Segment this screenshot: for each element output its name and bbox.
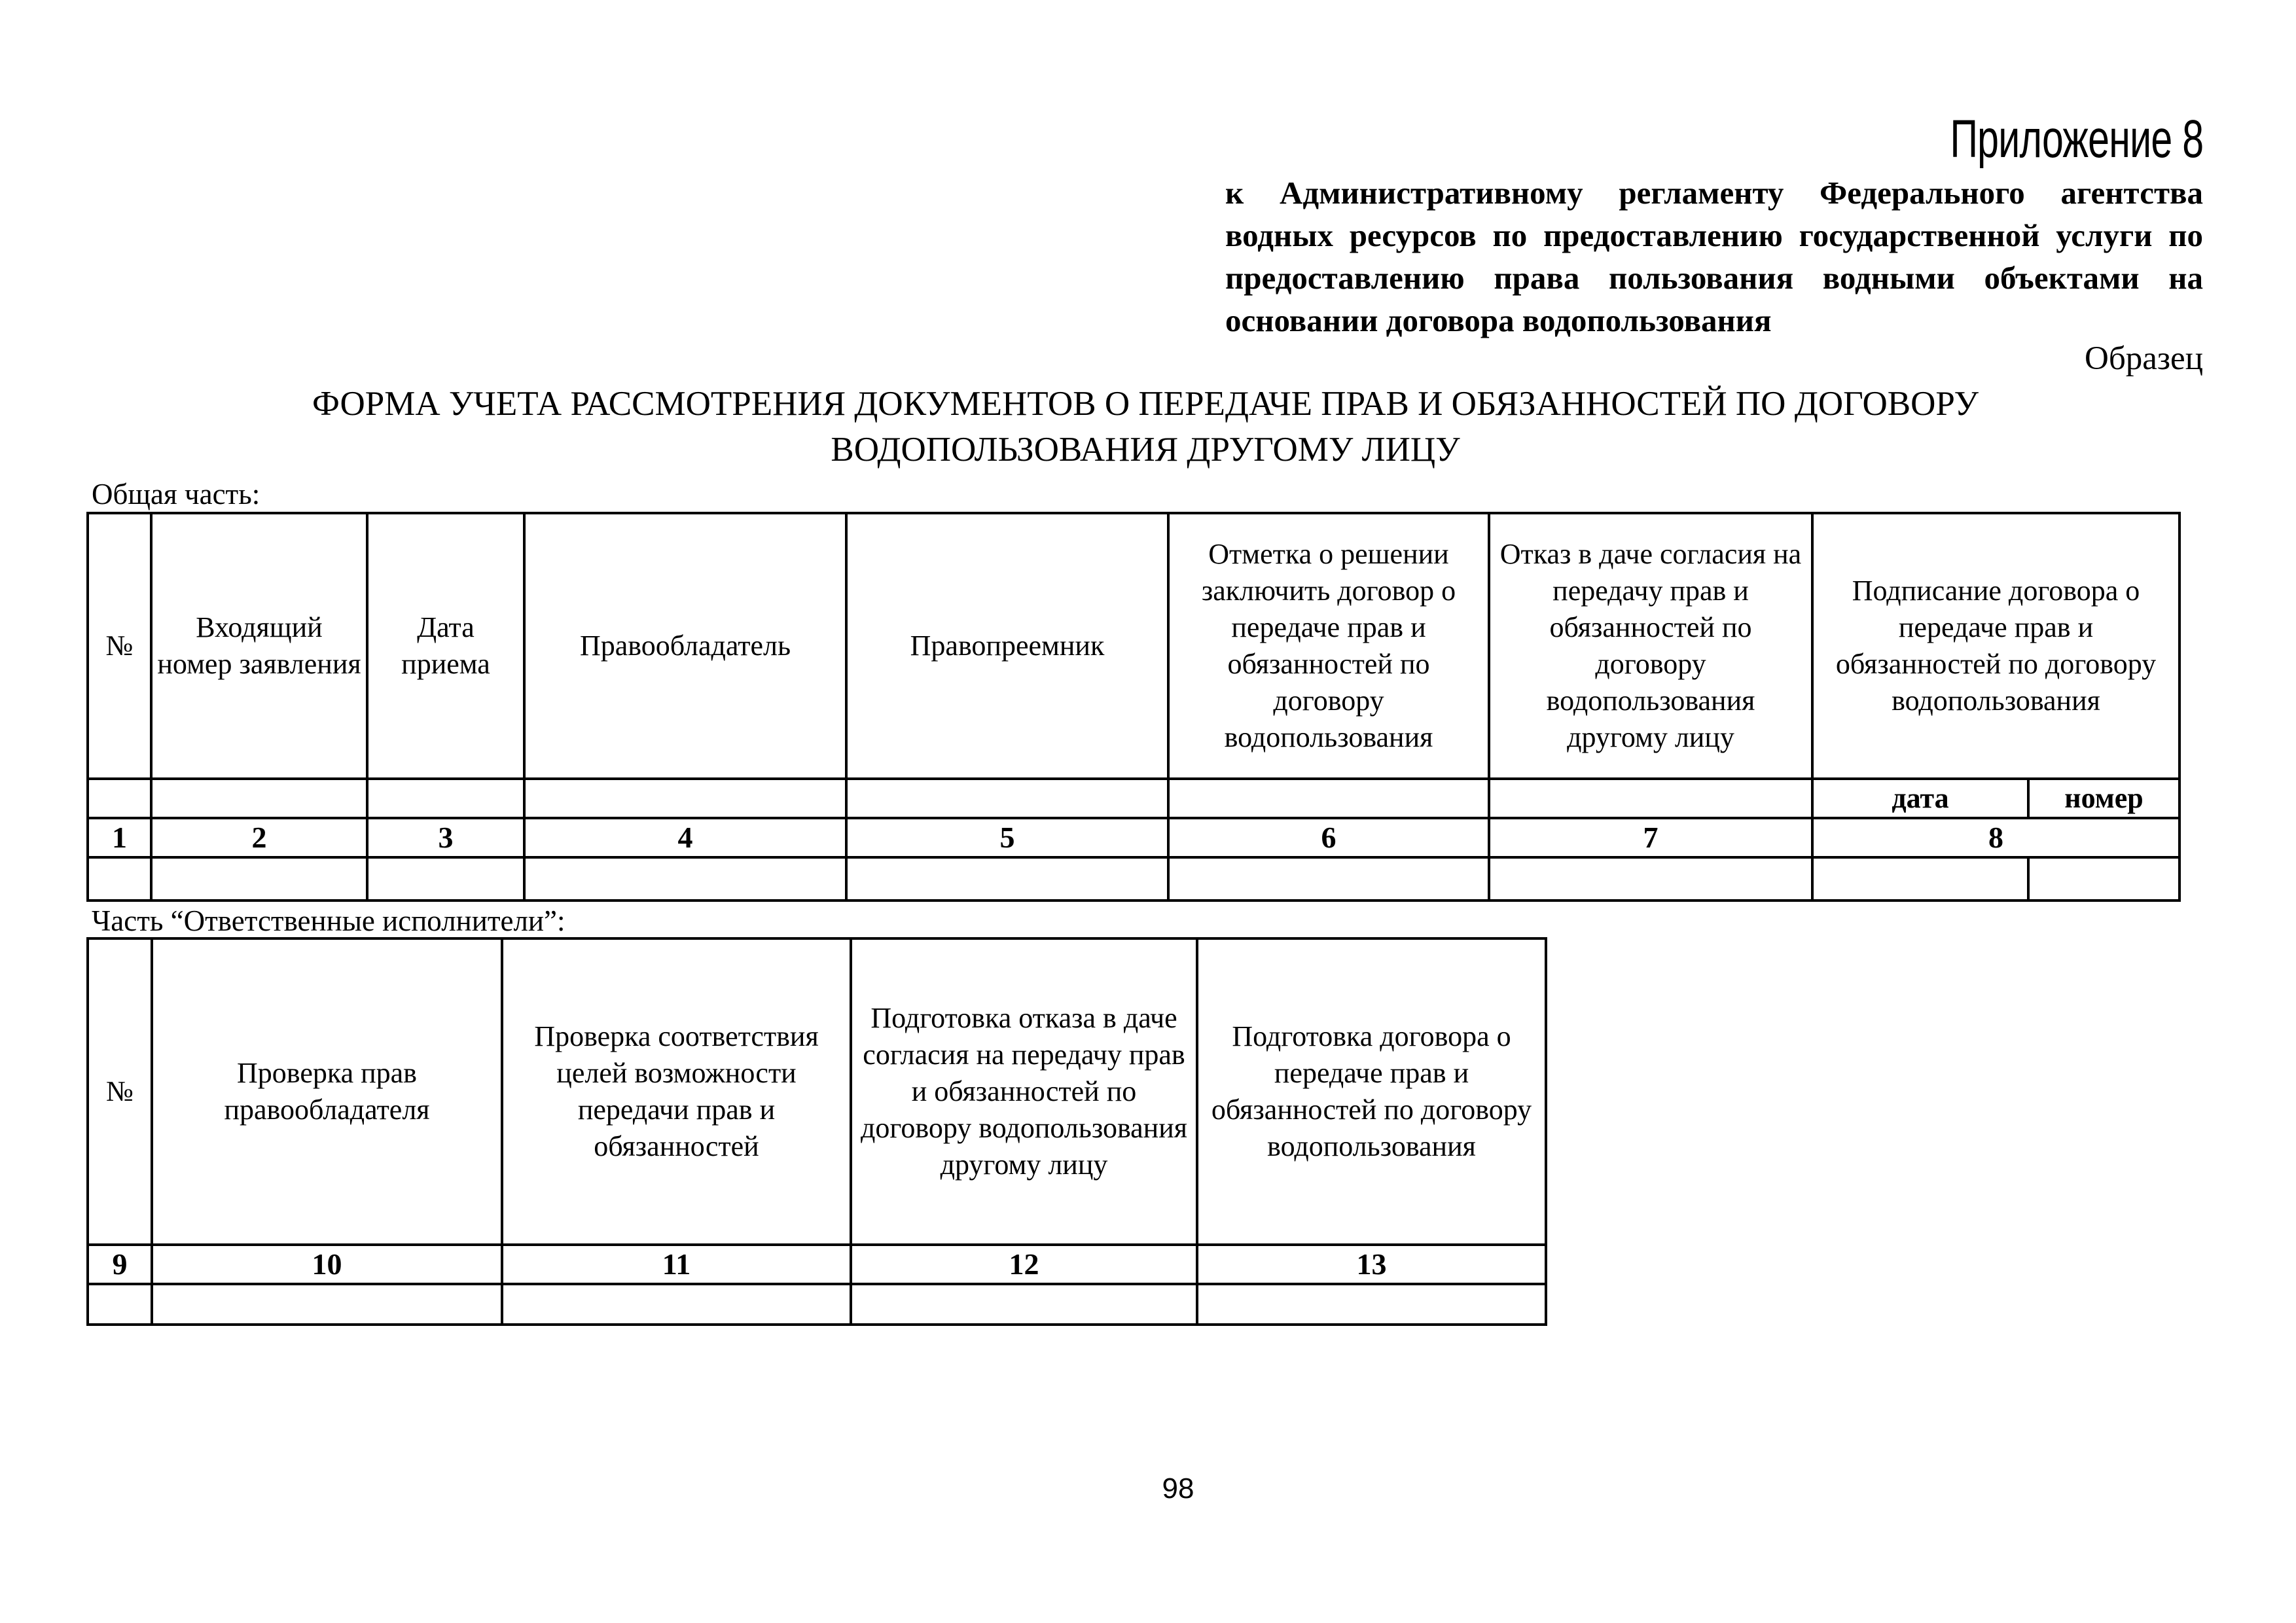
column-number-row	[88, 1245, 1546, 1284]
column-number: 9	[88, 1245, 152, 1284]
data-cell[interactable]	[851, 1284, 1197, 1325]
appendix-title: Приложение 8	[1950, 109, 2203, 169]
data-cell[interactable]	[151, 857, 367, 901]
header-signing: Подписание договора о передаче прав и обязанностей по договору водопользования	[1812, 513, 2179, 779]
data-cell[interactable]	[88, 857, 151, 901]
column-number: 2	[151, 818, 367, 857]
data-row-empty	[88, 1284, 1546, 1325]
data-cell[interactable]	[1168, 857, 1489, 901]
data-cell[interactable]	[1812, 857, 2028, 901]
data-row-empty	[88, 857, 2179, 901]
form-title-line-1: ФОРМА УЧЕТА РАССМОТРЕНИЯ ДОКУМЕНТОВ О ПЕРЕДАЧЕ ПРАВ И ОБЯЗАННОСТЕЙ ПО ДОГОВОРУ	[312, 385, 1979, 423]
subheader-number: номер	[2028, 779, 2179, 818]
column-number: 6	[1168, 818, 1489, 857]
header-row	[88, 938, 1546, 1245]
header-successor: Правопреемник	[846, 513, 1168, 779]
header-right-holder: Правообладатель	[524, 513, 846, 779]
header-refusal: Отказ в даче согласия на передачу прав и обязанностей по договору водопользования другому лицу	[1489, 513, 1812, 779]
header-check-compliance: Проверка соответствия целей возможности передачи прав и обязанностей	[502, 938, 851, 1245]
data-cell[interactable]	[846, 857, 1168, 901]
header-prepare-contract: Подготовка договора о передаче прав и обязанностей по договору водопользования	[1197, 938, 1546, 1245]
general-part-label: Общая часть:	[92, 478, 260, 510]
regulation-reference: к Административному регламенту Федерального агентства водных ресурсов по предоставлению государственной услуги по предоставлению права пользования водными объектами на основании договора водопользования	[1225, 175, 2203, 338]
column-number: 12	[851, 1245, 1197, 1284]
subheader-date: дата	[1812, 779, 2028, 818]
blank-cell	[151, 779, 367, 818]
header-check-rights: Проверка прав правообладателя	[152, 938, 502, 1245]
header-prepare-refusal: Подготовка отказа в даче согласия на передачу прав и обязанностей по договору водопользования другому лицу	[851, 938, 1197, 1245]
column-number: 1	[88, 818, 151, 857]
header-decision-mark: Отметка о решении заключить договор о передаче прав и обязанностей по договору водопользования	[1168, 513, 1489, 779]
blank-cell	[1168, 779, 1489, 818]
data-cell[interactable]	[367, 857, 524, 901]
responsible-part-label: Часть “Ответственные исполнители”:	[92, 904, 565, 937]
blank-cell	[367, 779, 524, 818]
column-number-row	[88, 818, 2179, 857]
data-cell[interactable]	[1489, 857, 1812, 901]
column-number: 8	[1812, 818, 2179, 857]
header-incoming-number: Входящий номер заявления	[151, 513, 367, 779]
form-title	[98, 381, 2193, 473]
header-no: №	[88, 513, 151, 779]
page-number: 98	[1162, 1472, 1194, 1505]
column-number: 3	[367, 818, 524, 857]
column-number: 13	[1197, 1245, 1546, 1284]
header-date-received: Дата приема	[367, 513, 524, 779]
blank-cell	[846, 779, 1168, 818]
data-cell[interactable]	[2028, 857, 2179, 901]
column-number: 4	[524, 818, 846, 857]
responsible-part-table	[86, 937, 1547, 1326]
subheader-row	[88, 779, 2179, 818]
sample-label: Образец	[2085, 340, 2203, 377]
header-row	[88, 513, 2179, 779]
general-part-table	[86, 512, 2181, 902]
form-title-line-2: ВОДОПОЛЬЗОВАНИЯ ДРУГОМУ ЛИЦУ	[831, 431, 1460, 469]
data-cell[interactable]	[88, 1284, 152, 1325]
data-cell[interactable]	[502, 1284, 851, 1325]
blank-cell	[524, 779, 846, 818]
blank-cell	[88, 779, 151, 818]
data-cell[interactable]	[524, 857, 846, 901]
blank-cell	[1489, 779, 1812, 818]
column-number: 5	[846, 818, 1168, 857]
column-number: 7	[1489, 818, 1812, 857]
header-no: №	[88, 938, 152, 1245]
data-cell[interactable]	[1197, 1284, 1546, 1325]
data-cell[interactable]	[152, 1284, 502, 1325]
column-number: 11	[502, 1245, 851, 1284]
column-number: 10	[152, 1245, 502, 1284]
